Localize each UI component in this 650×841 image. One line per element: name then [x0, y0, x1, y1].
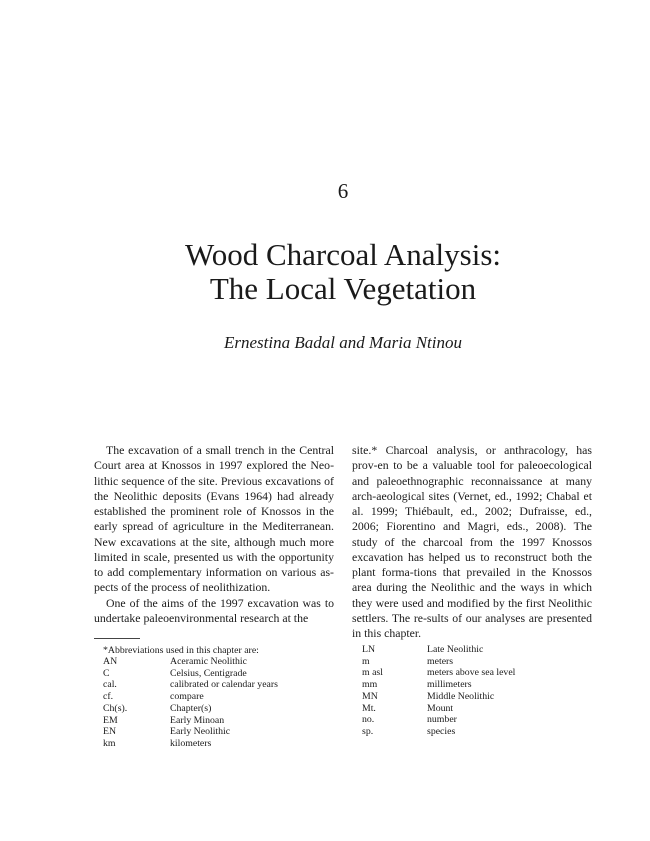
abbreviation-row — [362, 644, 515, 656]
abbreviation-list-left — [103, 656, 278, 750]
abbreviation-row — [362, 679, 515, 691]
abbreviation-meaning: meters — [427, 655, 454, 667]
abbreviation-meaning: Late Neolithic — [427, 644, 484, 655]
abbreviation-row — [103, 668, 278, 680]
body-column-left — [94, 443, 334, 626]
abbreviation-row — [103, 679, 278, 691]
chapter-title — [0, 238, 650, 306]
abbreviation-meaning: millimeters — [427, 679, 472, 691]
abbreviation-row — [362, 726, 515, 738]
abbreviation-meaning: number — [427, 714, 457, 726]
abbreviation-row — [103, 738, 278, 750]
abbreviation-row — [103, 691, 278, 703]
abbreviation-row — [103, 703, 278, 715]
abbreviation-meaning: calibrated or calendar years — [170, 679, 278, 691]
abbreviation-row — [103, 715, 278, 727]
abbreviation-list-right — [362, 644, 515, 738]
abbreviation-term: no. — [362, 714, 375, 726]
chapter-authors: Ernestina Badal and Maria Ntinou — [224, 333, 462, 352]
abbreviation-row — [362, 656, 515, 668]
body-column-right — [352, 443, 592, 641]
abbreviation-meaning: Early Neolithic — [170, 726, 231, 738]
abbreviation-term: MN — [362, 690, 378, 702]
abbreviation-term: C — [103, 667, 110, 679]
abbreviation-meaning: meters above sea level — [427, 667, 516, 679]
body-paragraph: The excavation of a small trench in the Central Court area at Knossos in 1997 explored the Neo-lithic sequence of the site. Previous excavations of the Neolithic deposits (Evans 1964) had already established the prominent role of Knossos in the early spread of agriculture in the Mediterranean. New excavations at the site, although much more limited in scale, presented us with the opportunity to add complementary information on various as-pects of the process of neolithization. — [94, 443, 334, 595]
abbreviation-meaning: Chapter(s) — [170, 702, 212, 714]
abbreviation-term: EN — [103, 726, 117, 738]
abbreviation-term: mm — [362, 679, 378, 691]
abbreviation-term: EM — [103, 714, 118, 726]
chapter-title-line-2: The Local Vegetation — [209, 271, 477, 306]
abbreviation-meaning: species — [427, 725, 456, 737]
abbreviation-meaning: Early Minoan — [170, 714, 225, 726]
abbreviation-term: Ch(s). — [103, 702, 128, 714]
abbreviation-term: km — [103, 737, 116, 749]
abbreviation-term: cf. — [103, 691, 114, 703]
abbreviation-term: Mt. — [362, 702, 376, 714]
abbreviation-meaning: kilometers — [170, 737, 212, 749]
abbreviation-meaning: Celsius, Centigrade — [170, 667, 247, 679]
footnote-intro: *Abbreviations used in this chapter are: — [103, 645, 259, 656]
chapter-number: 6 — [337, 179, 349, 203]
abbreviation-term: sp. — [362, 725, 374, 737]
abbreviation-meaning: Mount — [427, 702, 454, 714]
abbreviation-term: AN — [103, 656, 118, 667]
abbreviation-term: m — [362, 655, 370, 667]
abbreviation-row — [362, 667, 515, 679]
abbreviation-row — [362, 691, 515, 703]
body-paragraph: One of the aims of the 1997 excavation was to undertake paleoenvironmental research at the — [94, 595, 334, 625]
footnote-divider — [94, 638, 140, 639]
chapter-title-line-1: Wood Charcoal Analysis: — [184, 237, 502, 272]
abbreviation-row — [362, 703, 515, 715]
abbreviation-meaning: Middle Neolithic — [427, 690, 495, 702]
abbreviation-row — [103, 726, 278, 738]
abbreviation-row — [362, 714, 515, 726]
abbreviation-term: cal. — [103, 679, 117, 691]
abbreviation-term: m asl — [362, 667, 383, 679]
body-paragraph: site.* Charcoal analysis, or anthracology, has prov-en to be a valuable tool for paleoecological and paleoethnographic reconnaissance at many arch-aeological sites (Vernet, ed., 1992; Chabal et al. 1999; Thiébault, ed., 2002; Dufraisse, ed., 2006; Fiorentino and Magri, eds., 2008). The study of the charcoal from the 1997 Knossos excavation has helped us to reconstruct both the plant forma-tions that prevailed in the Knossos area during the Neolithic and the ways in which they were used and modified by the first Neolithic settlers. The re-sults of our analyses are presented in this chapter. — [352, 443, 592, 640]
abbreviation-row — [103, 656, 278, 668]
abbreviation-term: LN — [362, 644, 376, 655]
abbreviation-meaning: Aceramic Neolithic — [170, 656, 247, 667]
abbreviation-meaning: compare — [170, 691, 204, 703]
